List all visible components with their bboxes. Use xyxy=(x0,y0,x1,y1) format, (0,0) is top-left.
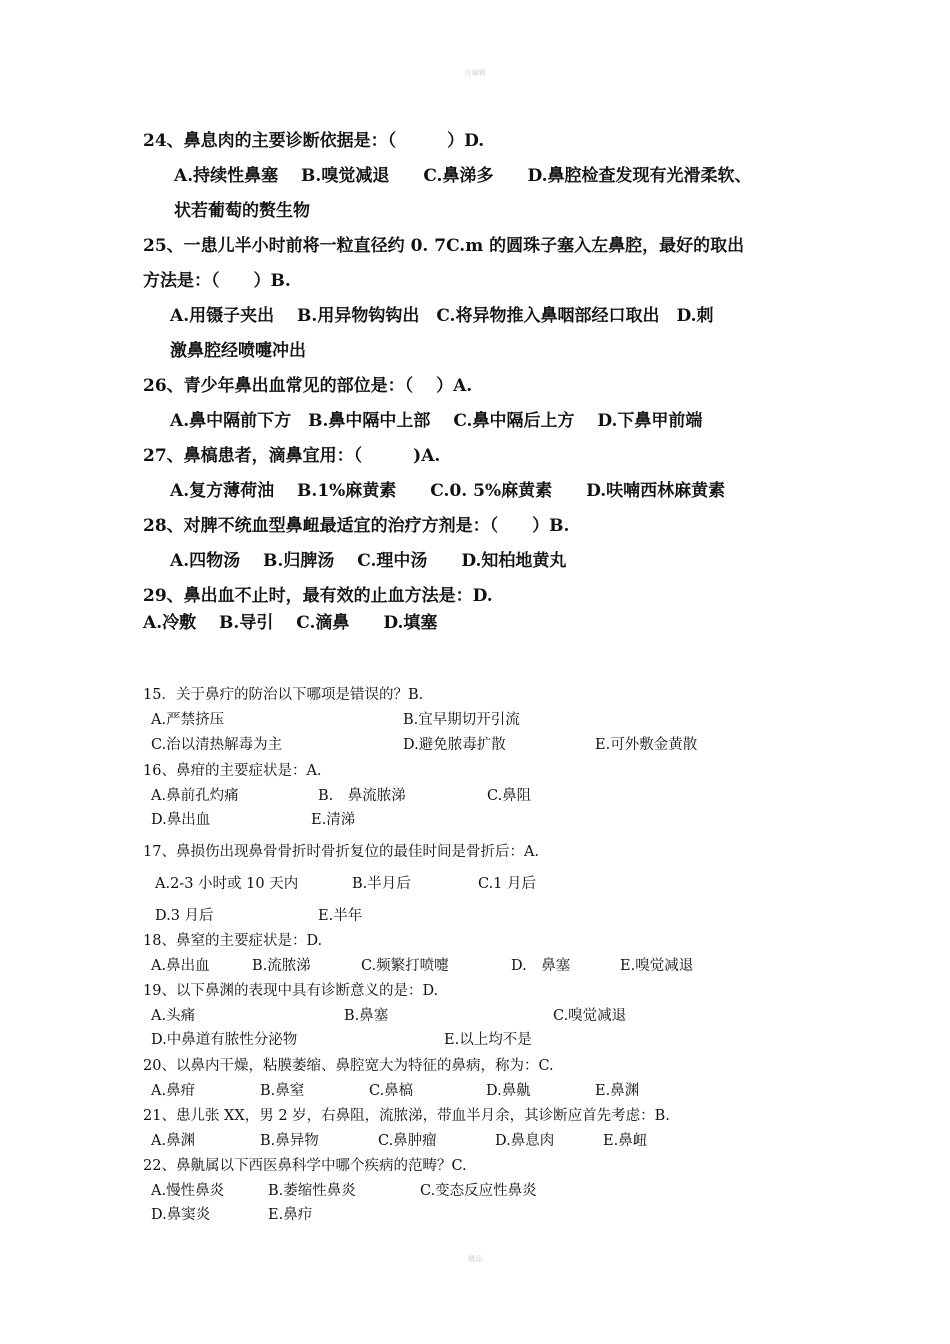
question-28: 28、对脾不统血型鼻衄最适宜的治疗方剂是：（ ）B. xyxy=(143,516,570,536)
question-20-option-c: C.鼻槁 xyxy=(369,1083,414,1099)
question-20-option-b: B.鼻窒 xyxy=(260,1083,305,1099)
question-18-option-d: D. 鼻塞 xyxy=(511,958,571,974)
question-17: 17、鼻损伤出现鼻骨骨折时骨折复位的最佳时间是骨折后：A. xyxy=(143,844,540,860)
question-15-option-d: D.避免脓毒扩散 xyxy=(403,737,506,753)
question-15-option-a: A.严禁挤压 xyxy=(151,712,225,728)
question-19-option-d: D.中鼻道有脓性分泌物 xyxy=(151,1032,298,1048)
question-19-option-c: C.嗅觉减退 xyxy=(553,1008,627,1024)
question-20-option-e: E.鼻渊 xyxy=(595,1083,640,1099)
question-18-option-e: E.嗅觉减退 xyxy=(620,958,694,974)
question-24-options-cont: 状若葡萄的赘生物 xyxy=(174,201,310,221)
question-20-option-a: A.鼻疳 xyxy=(151,1083,196,1099)
question-29-options: A.冷敷 B.导引 C.滴鼻 D.填塞 xyxy=(143,613,438,633)
question-18-option-b: B.流脓涕 xyxy=(252,958,311,974)
question-22-option-b: B.萎缩性鼻炎 xyxy=(268,1183,356,1199)
question-25-options-cont: 激鼻腔经喷嚏冲出 xyxy=(170,341,306,361)
question-16-option-e: E.清涕 xyxy=(311,812,356,828)
question-17-option-a: A.2-3 小时或 10 天内 xyxy=(155,876,299,892)
question-21-option-b: B.鼻异物 xyxy=(260,1133,319,1149)
question-16-option-b: B. 鼻流脓涕 xyxy=(318,788,406,804)
question-22-option-e: E.鼻疖 xyxy=(268,1207,313,1223)
question-15-option-e: E.可外敷金黄散 xyxy=(595,737,698,753)
question-18-option-a: A.鼻出血 xyxy=(151,958,210,974)
question-27: 27、鼻槁患者，滴鼻宜用：（ )A. xyxy=(143,446,441,466)
question-20-option-d: D.鼻鼽 xyxy=(486,1083,531,1099)
question-15-option-c: C.治以清热解毒为主 xyxy=(151,737,283,753)
question-27-options: A.复方薄荷油 B.1%麻黄素 C.0. 5%麻黄素 D.呋喃西林麻黄素 xyxy=(170,481,726,501)
question-18-option-c: C.频繁打喷嚏 xyxy=(361,958,449,974)
question-21-option-d: D.鼻息肉 xyxy=(495,1133,555,1149)
question-26: 26、青少年鼻出血常见的部位是：（ ）A. xyxy=(143,376,473,396)
question-22: 22、鼻鼽属以下西医鼻科学中哪个疾病的范畴？C. xyxy=(143,1158,467,1174)
question-17-option-b: B.半月后 xyxy=(352,876,411,892)
question-21: 21、患儿张 XX，男 2 岁，右鼻阻，流脓涕，带血半月余，其诊断应首先考虑：B. xyxy=(143,1108,670,1124)
question-15-option-b: B.宜早期切开引流 xyxy=(403,712,520,728)
question-24-options: A.持续性鼻塞 B.嗅觉减退 C.鼻涕多 D.鼻腔检查发现有光滑柔软、 xyxy=(174,166,752,186)
question-25-cont: 方法是：（ ）B. xyxy=(143,271,291,291)
question-19-option-a: A.头痛 xyxy=(151,1008,196,1024)
question-17-option-c: C.1 月后 xyxy=(478,876,537,892)
question-24: 24、鼻息肉的主要诊断依据是：（ ）D. xyxy=(143,131,485,151)
question-19-option-b: B.鼻塞 xyxy=(344,1008,389,1024)
question-18: 18、鼻窒的主要症状是：D. xyxy=(143,933,323,949)
question-29: 29、鼻出血不止时，最有效的止血方法是：D. xyxy=(143,586,493,606)
question-16-option-d: D.鼻出血 xyxy=(151,812,211,828)
footer-watermark: 精品 xyxy=(468,1255,482,1263)
question-19: 19、以下鼻渊的表现中具有诊断意义的是：D. xyxy=(143,983,439,999)
header-watermark: 可编辑 xyxy=(464,69,486,77)
question-26-options: A.鼻中隔前下方 B.鼻中隔中上部 C.鼻中隔后上方 D.下鼻甲前端 xyxy=(170,411,703,431)
question-21-option-a: A.鼻渊 xyxy=(151,1133,196,1149)
question-17-option-e: E.半年 xyxy=(318,908,363,924)
question-22-option-d: D.鼻窦炎 xyxy=(151,1207,211,1223)
question-22-option-c: C.变态反应性鼻炎 xyxy=(420,1183,537,1199)
question-16-option-c: C.鼻阻 xyxy=(487,788,532,804)
question-21-option-e: E.鼻衄 xyxy=(603,1133,648,1149)
question-20: 20、以鼻内干燥，粘膜萎缩、鼻腔宽大为特征的鼻病，称为：C. xyxy=(143,1058,554,1074)
question-19-option-e: E.以上均不是 xyxy=(444,1032,532,1048)
question-21-option-c: C.鼻肿瘤 xyxy=(378,1133,437,1149)
question-16-option-a: A.鼻前孔灼痛 xyxy=(151,788,239,804)
question-16: 16、鼻疳的主要症状是：A. xyxy=(143,763,322,779)
question-15: 15．关于鼻疔的防治以下哪项是错误的？B. xyxy=(143,687,424,703)
question-25-options: A.用镊子夹出 B.用异物钩钩出 C.将异物推入鼻咽部经口取出 D.刺 xyxy=(170,306,714,326)
question-17-option-d: D.3 月后 xyxy=(155,908,214,924)
question-25: 25、一患儿半小时前将一粒直径约 0. 7C.m 的圆珠子塞入左鼻腔，最好的取出 xyxy=(143,236,745,256)
question-22-option-a: A.慢性鼻炎 xyxy=(151,1183,225,1199)
question-28-options: A.四物汤 B.归脾汤 C.理中汤 D.知柏地黄丸 xyxy=(170,551,567,571)
